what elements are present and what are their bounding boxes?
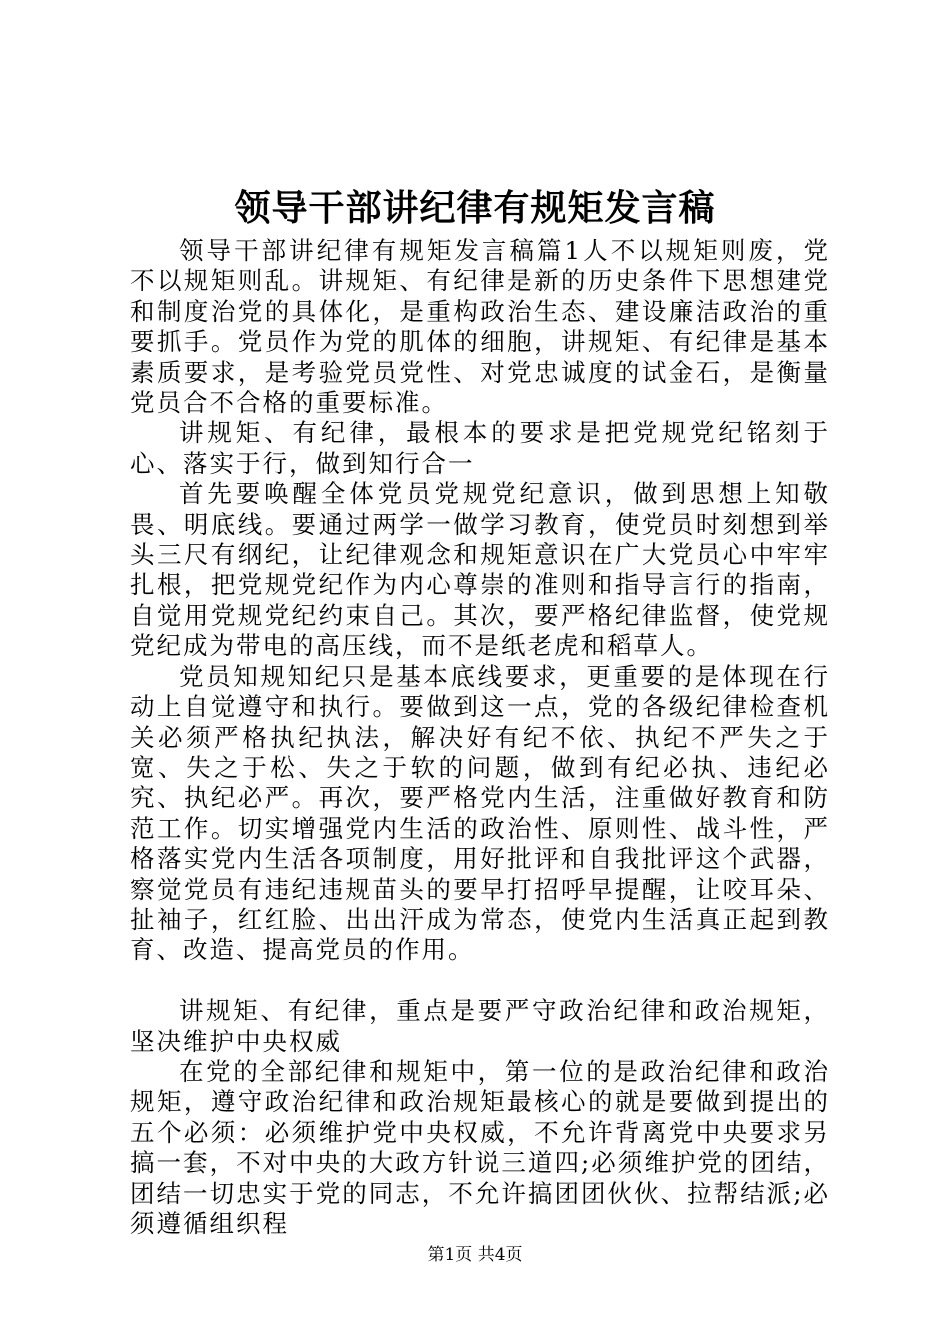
document-body — [130, 236, 830, 1239]
paragraph: 党员知规知纪只是基本底线要求，更重要的是体现在行动上自觉遵守和执行。要做到这一点，党的各级纪律检查机关必须严格执纪执法，解决好有纪不依、执纪不严失之于宽、失之于松、失之于软的问题，做到有纪必执、违纪必究、执纪必严。再次，要严格党内生活，注重做好教育和防范工作。切实增强党内生活的政治性、原则性、战斗性，严格落实党内生活各项制度，用好批评和自我批评这个武器，察觉党员有违纪违规苗头的要早打招呼早提醒，让咬耳朵、扯袖子，红红脸、出出汗成为常态，使党内生活真正起到教育、改造、提高党员的作用。 — [130, 661, 830, 965]
document-title: 领导干部讲纪律有规矩发言稿 — [234, 187, 716, 229]
paragraph: 讲规矩、有纪律，重点是要严守政治纪律和政治规矩，坚决维护中央权威 — [130, 996, 830, 1056]
paragraph: 首先要唤醒全体党员党规党纪意识，做到思想上知敬畏、明底线。要通过两学一做学习教育，使党员时刻想到举头三尺有纲纪，让纪律观念和规矩意识在广大党员心中牢牢扎根，把党规党纪作为内心尊崇的准则和指导言行的指南，自觉用党规党纪约束自己。其次，要严格纪律监督，使党规党纪成为带电的高压线，而不是纸老虎和稻草人。 — [130, 479, 830, 661]
page-footer: 第1页 共4页 — [427, 1245, 523, 1265]
paragraph: 讲规矩、有纪律，最根本的要求是把党规党纪铭刻于心、落实于行，做到知行合一 — [130, 418, 830, 478]
paragraph: 领导干部讲纪律有规矩发言稿篇1人不以规矩则废，党不以规矩则乱。讲规矩、有纪律是新的历史条件下思想建党和制度治党的具体化，是重构政治生态、建设廉洁政治的重要抓手。党员作为党的肌体的细胞，讲规矩、有纪律是基本素质要求，是考验党员党性、对党忠诚度的试金石，是衡量党员合不合格的重要标准。 — [130, 236, 830, 418]
paragraph-spacer — [130, 966, 830, 996]
paragraph: 在党的全部纪律和规矩中，第一位的是政治纪律和政治规矩，遵守政治纪律和政治规矩最核心的就是要做到提出的五个必须：必须维护党中央权威，不允许背离党中央要求另搞一套，不对中央的大政方针说三道四;必须维护党的团结，团结一切忠实于党的同志，不允许搞团团伙伙、拉帮结派;必须遵循组织程 — [130, 1056, 830, 1238]
